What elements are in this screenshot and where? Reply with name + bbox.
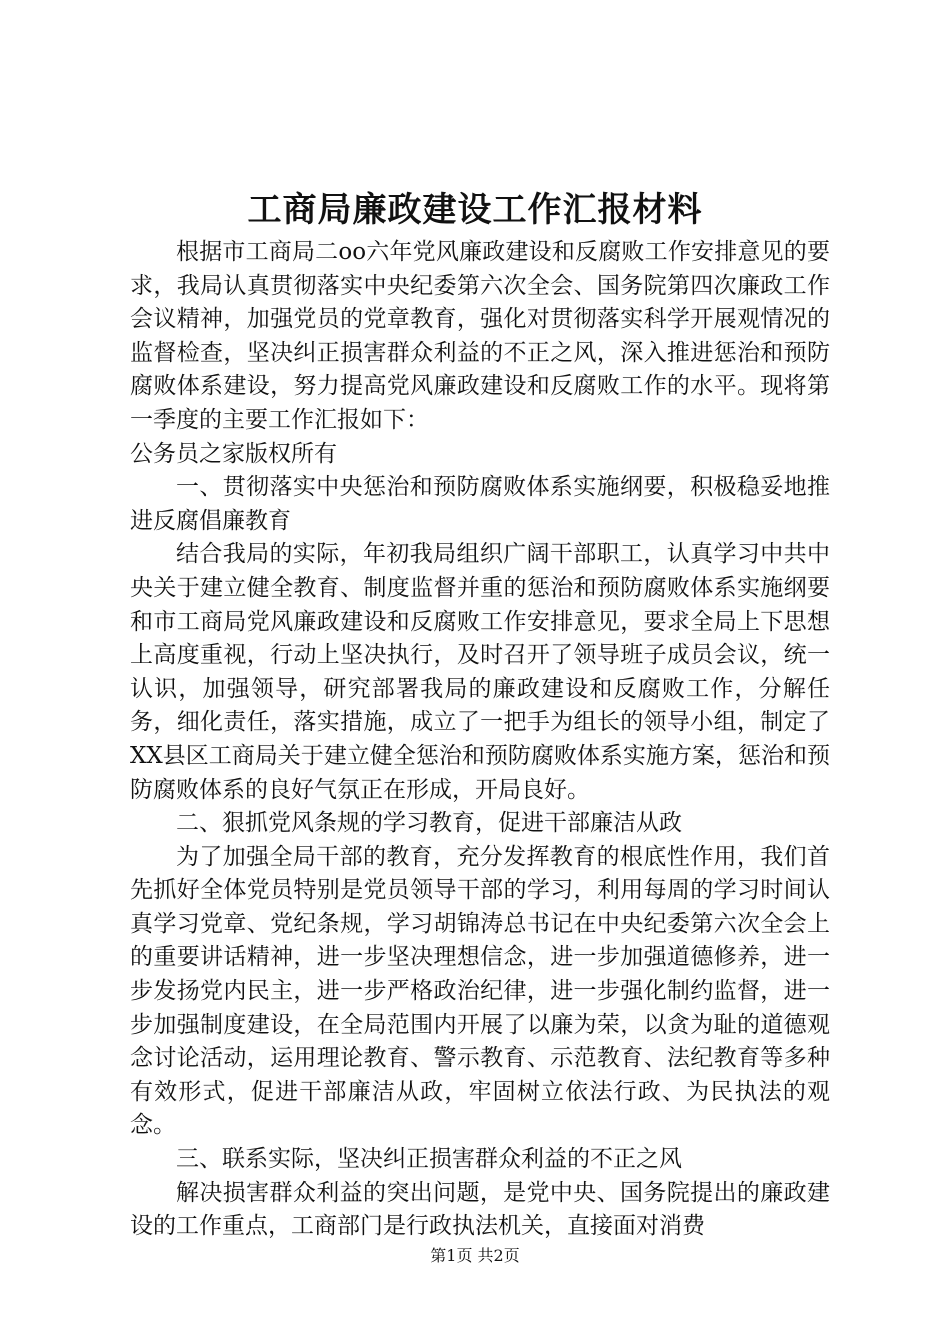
page-footer: 第1页 共2页 (430, 1246, 520, 1265)
paragraph-section-2: 为了加强全局干部的教育，充分发挥教育的根底性作用，我们首先抓好全体党员特别是党员领导干部的学习，利用每周的学习时间认真学习党章、党纪条规，学习胡锦涛总书记在中央纪委第六次全会上的重要讲话精神，进一步坚决理想信念，进一步加强道德修养，进一步发扬党内民主，进一步严格政治纪律，进一步强化制约监督，进一步加强制度建设，在全局范围内开展了以廉为荣，以贪为耻的道德观念讨论活动，运用理论教育、警示教育、示范教育、法纪教育等多种有效形式，促进干部廉洁从政，牢固树立依法行政、为民执法的观念。 (130, 843, 830, 1139)
document-title: 工商局廉政建设工作汇报材料 (247, 190, 703, 230)
document-body (130, 236, 830, 1244)
paragraph-section-1: 结合我局的实际，年初我局组织广阔干部职工，认真学习中共中央关于建立健全教育、制度监督并重的惩治和预防腐败体系实施纲要和市工商局党风廉政建设和反腐败工作安排意见，要求全局上下思想上高度重视，行动上坚决执行，及时召开了领导班子成员会议，统一认识，加强领导，研究部署我局的廉政建设和反腐败工作，分解任务，细化责任，落实措施，成立了一把手为组长的领导小组，制定了XX县区工商局关于建立健全惩治和预防腐败体系实施方案，惩治和预防腐败体系的良好气氛正在形成，开局良好。 (130, 541, 830, 803)
paragraph-intro: 根据市工商局二oo六年党风廉政建设和反腐败工作安排意见的要求，我局认真贯彻落实中央纪委第六次全会、国务院第四次廉政工作会议精神，加强党员的党章教育，强化对贯彻落实科学开展观情况的监督检查，坚决纠正损害群众利益的不正之风，深入推进惩治和预防腐败体系建设，努力提高党风廉政建设和反腐败工作的水平。现将第一季度的主要工作汇报如下： (130, 239, 830, 433)
paragraph-copyright: 公务员之家版权所有 (130, 440, 337, 467)
section-heading-3: 三、联系实际，坚决纠正损害群众利益的不正之风 (176, 1146, 682, 1173)
section-heading-1: 一、贯彻落实中央惩治和预防腐败体系实施纲要，积极稳妥地推进反腐倡廉教育 (130, 474, 830, 534)
section-heading-2: 二、狠抓党风条规的学习教育，促进干部廉洁从政 (176, 810, 682, 837)
paragraph-section-3: 解决损害群众利益的突出问题，是党中央、国务院提出的廉政建设的工作重点，工商部门是行政执法机关，直接面对消费 (130, 1179, 830, 1240)
